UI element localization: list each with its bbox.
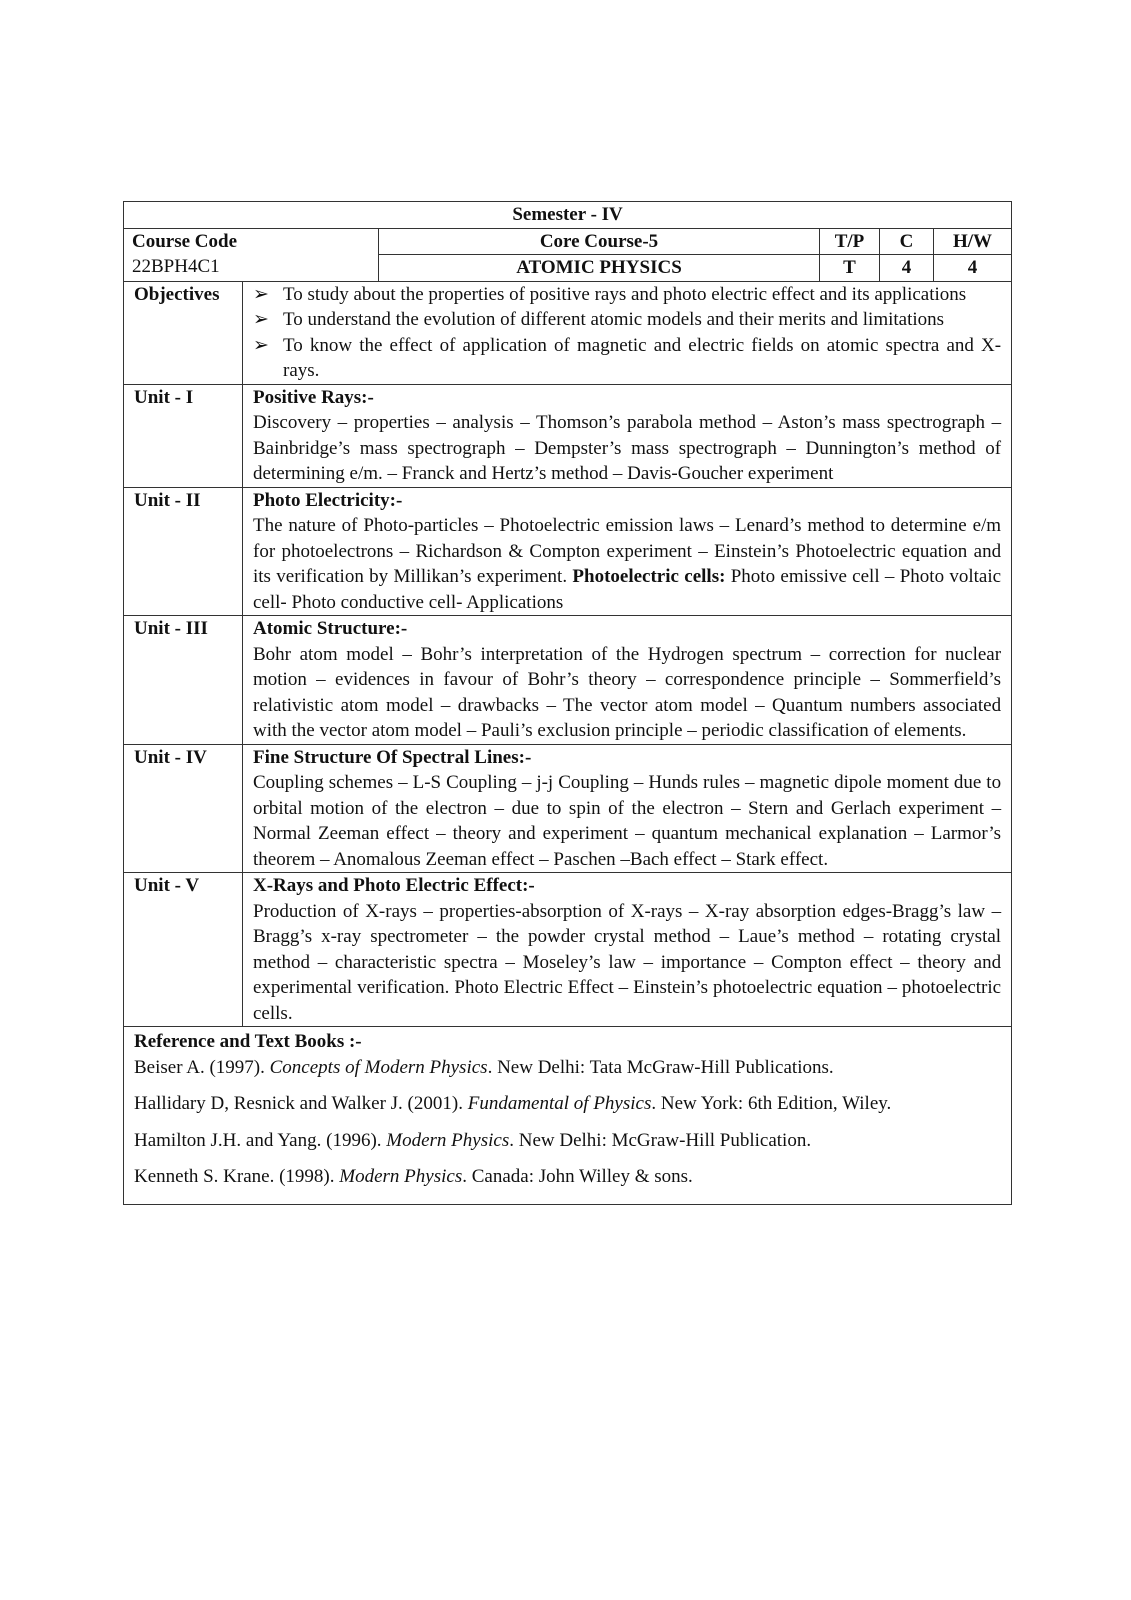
course-title: ATOMIC PHYSICS xyxy=(379,255,820,282)
reference-author: Hallidary D, Resnick and Walker J. (2001). xyxy=(134,1093,468,1114)
unit-content-text: The nature of Photo-particles – Photoelectric emission laws – Lenard’s method to determine e/m for photoelectrons – Richardson & Compton experiment – Einstein’s Photoelectric equation and its verification by Millikan’s experiment. xyxy=(253,515,1002,587)
semester-row xyxy=(124,202,1012,229)
reference-title: Fundamental of Physics xyxy=(467,1093,652,1114)
unit-row xyxy=(124,616,1012,745)
reference-title: Concepts of Modern Physics xyxy=(269,1056,488,1078)
unit-row xyxy=(124,487,1012,616)
unit-subcontent: Photo emissive cell – Photo voltaic cell- Photo conductive cell- Applications xyxy=(253,566,1002,613)
unit-content: Production of X-rays – properties-absorption of X-rays – X-ray absorption edges-Bragg’s law – Bragg’s x-ray spectrometer – the powder crystal method – Laue’s method – rotating crystal method – characteristic spectra – Moseley’s law – importance – Compton effect – theory and experimental verification. Photo Electric Effect – Einstein’s photoelectric equation – photoelectric cells. xyxy=(253,900,1002,1024)
objective-text: To understand the evolution of different atomic models and their merits and limitations xyxy=(283,309,945,330)
reference-publisher: . New Delhi: Tata McGraw-Hill Publications. xyxy=(487,1056,834,1078)
unit-label: Unit - I xyxy=(124,384,243,487)
unit-row xyxy=(124,744,1012,873)
unit-title: Positive Rays:- xyxy=(253,386,374,408)
course-header-row xyxy=(124,228,1012,255)
unit-row xyxy=(124,384,1012,487)
unit-content: Bohr atom model – Bohr’s interpretation of the Hydrogen spectrum – correction for nuclear motion – evidences in favour of Bohr’s theory – correspondence principle – Sommerfield’s relativistic atom model – drawbacks – The vector atom model – Quantum numbers associated with the vector atom model – Pauli’s exclusion principle – periodic classification of elements. xyxy=(253,643,1002,741)
reference-item xyxy=(134,1091,1001,1117)
unit-body xyxy=(243,744,1012,873)
objective-text: To study about the properties of positive rays and photo electric effect and its applications xyxy=(283,283,967,305)
credits-label: C xyxy=(880,228,934,255)
semester-label: Semester - IV xyxy=(124,202,1012,229)
unit-content: Coupling schemes – L-S Coupling – j-j Coupling – Hunds rules – magnetic dipole moment due to orbital motion of the electron – due to spin of the electron – Stern and Gerlach experiment – Normal Zeeman effect – theory and experiment – quantum mechanical explanation – Larmor’s theorem – Anomalous Zeeman effect – Paschen –Bach effect – Stark effect. xyxy=(253,772,1002,870)
objectives-list xyxy=(245,282,1001,384)
unit-title: Photo Electricity:- xyxy=(253,489,403,511)
reference-publisher: . New York: 6th Edition, Wiley. xyxy=(651,1093,892,1114)
objective-item xyxy=(245,333,1001,384)
references-cell xyxy=(124,1027,1012,1205)
course-code-label: Course Code xyxy=(132,230,238,252)
references-heading: Reference and Text Books :- xyxy=(134,1031,362,1052)
reference-item xyxy=(134,1128,1001,1154)
unit-content xyxy=(253,513,1001,615)
arrow-bullet-icon: ➢ xyxy=(253,309,269,330)
unit-content: Discovery – properties – analysis – Thomson’s parabola method – Aston’s mass spectrograph – Bainbridge’s mass spectrograph – Dempster’s mass spectrograph – Dunnington’s method of determining e/m. – Franck and Hertz’s method – Davis-Goucher experiment xyxy=(253,412,1002,484)
hours-label: H/W xyxy=(934,228,1012,255)
unit-row xyxy=(124,873,1012,1027)
unit-body xyxy=(243,873,1012,1027)
unit-title: Fine Structure Of Spectral Lines:- xyxy=(253,746,532,768)
course-code-cell xyxy=(124,228,379,281)
credits-value: 4 xyxy=(880,255,934,282)
arrow-bullet-icon: ➢ xyxy=(253,283,269,305)
unit-label: Unit - IV xyxy=(124,744,243,873)
reference-title: Modern Physics xyxy=(386,1129,510,1151)
objective-text: To know the effect of application of magnetic and electric fields on atomic spectra and X-rays. xyxy=(283,334,1002,381)
unit-title: Atomic Structure:- xyxy=(253,618,408,639)
course-code-value: 22BPH4C1 xyxy=(132,256,220,277)
reference-author: Hamilton J.H. and Yang. (1996). xyxy=(134,1129,387,1151)
reference-author: Beiser A. (1997). xyxy=(134,1056,270,1078)
arrow-bullet-icon: ➢ xyxy=(253,334,269,356)
unit-subtitle: Photoelectric cells: xyxy=(572,566,726,587)
unit-title: X-Rays and Photo Electric Effect:- xyxy=(253,875,535,896)
objective-item xyxy=(245,282,1001,308)
objective-item xyxy=(245,307,1001,333)
unit-label: Unit - III xyxy=(124,616,243,745)
reference-author: Kenneth S. Krane. (1998). xyxy=(134,1166,340,1187)
reference-publisher: . Canada: John Willey & sons. xyxy=(462,1166,693,1187)
reference-item xyxy=(134,1164,1001,1190)
tp-label: T/P xyxy=(820,228,880,255)
unit-body xyxy=(243,384,1012,487)
unit-label: Unit - V xyxy=(124,873,243,1027)
unit-label: Unit - II xyxy=(124,487,243,616)
hours-value: 4 xyxy=(934,255,1012,282)
unit-body xyxy=(243,616,1012,745)
reference-title: Modern Physics xyxy=(339,1166,463,1187)
objectives-label: Objectives xyxy=(124,281,243,384)
syllabus-sheet xyxy=(123,201,1011,1205)
references-row xyxy=(124,1027,1012,1205)
reference-publisher: . New Delhi: McGraw-Hill Publication. xyxy=(509,1129,812,1151)
objectives-row xyxy=(124,281,1012,384)
syllabus-table xyxy=(123,201,1012,1205)
tp-value: T xyxy=(820,255,880,282)
objectives-body xyxy=(243,281,1012,384)
unit-body xyxy=(243,487,1012,616)
core-course-label: Core Course-5 xyxy=(379,228,820,255)
reference-item xyxy=(134,1055,1001,1081)
